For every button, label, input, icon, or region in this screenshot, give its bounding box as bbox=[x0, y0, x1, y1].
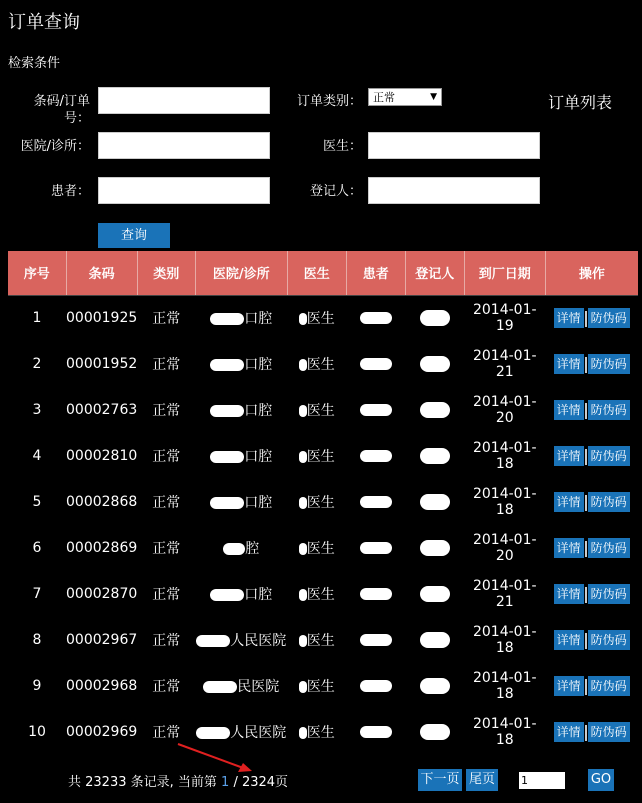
row-no: 9 bbox=[32, 678, 42, 694]
anti-fake-code-button[interactable]: 防伪码 bbox=[588, 400, 630, 420]
row-actions bbox=[545, 571, 638, 617]
row-patient bbox=[346, 387, 405, 433]
page-number-input[interactable]: 1 bbox=[519, 772, 565, 789]
row-hospital bbox=[195, 571, 287, 617]
row-doctor bbox=[287, 663, 346, 709]
redacted-mark bbox=[299, 635, 307, 647]
row-hospital-text: 口腔 bbox=[244, 495, 273, 511]
redacted-mark bbox=[360, 404, 392, 416]
order-table bbox=[8, 251, 638, 755]
row-hospital-text: 口腔 bbox=[244, 403, 273, 419]
anti-fake-code-button[interactable]: 防伪码 bbox=[588, 722, 630, 742]
action-separator bbox=[585, 587, 587, 603]
row-hospital bbox=[195, 341, 287, 387]
page-title: 订单查询 bbox=[8, 12, 80, 33]
row-doctor-text: 医生 bbox=[306, 403, 335, 419]
col-header-date: 到厂日期 bbox=[464, 251, 545, 295]
row-doctor bbox=[287, 341, 346, 387]
row-registrar bbox=[405, 525, 464, 571]
table-row bbox=[8, 479, 638, 525]
table-row bbox=[8, 341, 638, 387]
row-patient bbox=[346, 617, 405, 663]
row-registrar bbox=[405, 479, 464, 525]
hospital-input[interactable] bbox=[98, 132, 270, 159]
redacted-mark bbox=[210, 589, 244, 601]
order-type-value: 正常 bbox=[373, 91, 395, 104]
row-actions bbox=[545, 525, 638, 571]
row-registrar bbox=[405, 571, 464, 617]
row-hospital bbox=[195, 617, 287, 663]
redacted-mark bbox=[299, 405, 307, 417]
row-date: 2014-01-19 bbox=[472, 302, 537, 335]
row-registrar bbox=[405, 663, 464, 709]
row-hospital-text: 民医院 bbox=[237, 679, 280, 695]
row-patient bbox=[346, 663, 405, 709]
action-separator bbox=[585, 725, 587, 741]
row-date: 2014-01-18 bbox=[472, 486, 537, 518]
row-doctor bbox=[287, 433, 346, 479]
redacted-mark bbox=[360, 358, 392, 370]
row-barcode: 00001952 bbox=[66, 356, 138, 372]
row-type: 正常 bbox=[152, 587, 181, 603]
row-type: 正常 bbox=[152, 725, 181, 741]
row-no: 6 bbox=[32, 540, 42, 556]
redacted-mark bbox=[360, 496, 392, 508]
row-date: 2014-01-20 bbox=[472, 394, 537, 426]
row-hospital bbox=[195, 433, 287, 479]
row-barcode: 00002810 bbox=[66, 448, 138, 464]
row-no: 7 bbox=[32, 586, 42, 602]
row-hospital-text: 口腔 bbox=[244, 357, 273, 373]
row-doctor-text: 医生 bbox=[306, 725, 335, 741]
detail-button[interactable]: 详情 bbox=[554, 538, 584, 558]
row-barcode: 00002868 bbox=[66, 494, 138, 510]
row-registrar bbox=[405, 341, 464, 387]
table-row bbox=[8, 571, 638, 617]
row-date: 2014-01-18 bbox=[472, 440, 537, 472]
row-doctor-text: 医生 bbox=[306, 587, 335, 603]
row-patient bbox=[346, 433, 405, 479]
row-date: 2014-01-18 bbox=[472, 670, 537, 702]
detail-button[interactable]: 详情 bbox=[554, 446, 584, 466]
redacted-mark bbox=[210, 497, 244, 509]
anti-fake-code-button[interactable]: 防伪码 bbox=[588, 538, 630, 558]
detail-button[interactable]: 详情 bbox=[554, 354, 584, 374]
last-page-button[interactable]: 尾页 bbox=[466, 769, 498, 791]
row-patient bbox=[346, 479, 405, 525]
redacted-mark bbox=[299, 451, 307, 463]
row-registrar bbox=[405, 433, 464, 479]
redacted-mark bbox=[420, 494, 450, 510]
registrar-input[interactable] bbox=[368, 177, 540, 204]
action-separator bbox=[585, 633, 587, 649]
redacted-mark bbox=[299, 543, 307, 555]
pager-prefix: 共 23233 条记录, 当前第 bbox=[68, 775, 222, 790]
annotation-arrow-icon bbox=[176, 742, 256, 774]
col-header-barcode: 条码 bbox=[66, 251, 137, 295]
anti-fake-code-button[interactable]: 防伪码 bbox=[588, 630, 630, 650]
row-hospital-text: 口腔 bbox=[244, 311, 273, 328]
doctor-label: 医生： bbox=[322, 139, 362, 154]
redacted-mark bbox=[420, 310, 450, 326]
redacted-mark bbox=[420, 724, 450, 740]
row-no: 5 bbox=[32, 494, 42, 510]
row-actions bbox=[545, 433, 638, 479]
row-barcode: 00002969 bbox=[66, 724, 138, 740]
row-hospital-text: 人民医院 bbox=[230, 725, 287, 741]
redacted-mark bbox=[196, 635, 230, 647]
redacted-mark bbox=[420, 632, 450, 648]
row-actions bbox=[545, 663, 638, 709]
row-hospital bbox=[195, 387, 287, 433]
row-doctor bbox=[287, 387, 346, 433]
row-barcode: 00002968 bbox=[66, 678, 138, 694]
row-doctor-text: 医生 bbox=[306, 679, 335, 695]
pager-info bbox=[68, 771, 288, 790]
redacted-mark bbox=[210, 451, 244, 463]
redacted-mark bbox=[299, 497, 307, 509]
row-type: 正常 bbox=[152, 449, 181, 465]
query-button[interactable]: 查询 bbox=[98, 223, 170, 248]
row-no: 4 bbox=[32, 448, 42, 464]
redacted-mark bbox=[420, 586, 450, 602]
col-header-no: 序号 bbox=[8, 251, 66, 295]
anti-fake-code-button[interactable]: 防伪码 bbox=[588, 446, 630, 466]
order-list-title: 订单列表 bbox=[548, 93, 613, 112]
row-type: 正常 bbox=[152, 541, 181, 557]
row-doctor-text: 医生 bbox=[306, 449, 335, 465]
registrar-label: 登记人： bbox=[309, 184, 362, 199]
row-type: 正常 bbox=[152, 633, 181, 649]
redacted-mark bbox=[299, 313, 307, 325]
row-doctor bbox=[287, 295, 346, 341]
redacted-mark bbox=[210, 405, 244, 417]
anti-fake-code-button[interactable]: 防伪码 bbox=[588, 354, 630, 374]
row-actions bbox=[545, 295, 638, 341]
row-barcode: 00002870 bbox=[66, 586, 138, 602]
row-doctor bbox=[287, 571, 346, 617]
row-doctor-text: 医生 bbox=[306, 311, 335, 328]
table-row bbox=[8, 387, 638, 433]
row-actions bbox=[545, 387, 638, 433]
detail-button[interactable]: 详情 bbox=[554, 400, 584, 420]
redacted-mark bbox=[360, 634, 392, 646]
row-doctor-text: 医生 bbox=[306, 633, 335, 649]
row-patient bbox=[346, 525, 405, 571]
row-patient bbox=[346, 295, 405, 341]
row-hospital-text: 人民医院 bbox=[230, 633, 287, 649]
redacted-mark bbox=[299, 359, 307, 371]
row-type: 正常 bbox=[152, 495, 181, 511]
row-registrar bbox=[405, 617, 464, 663]
row-doctor-text: 医生 bbox=[306, 357, 335, 373]
action-separator bbox=[585, 679, 587, 695]
table-row bbox=[8, 663, 638, 709]
row-date: 2014-01-20 bbox=[472, 532, 537, 564]
col-header-actions: 操作 bbox=[545, 251, 638, 295]
detail-button[interactable]: 详情 bbox=[554, 308, 584, 328]
pager-current-page: 1 bbox=[221, 775, 230, 790]
row-date: 2014-01-18 bbox=[472, 716, 537, 748]
row-doctor bbox=[287, 709, 346, 755]
table-row bbox=[8, 617, 638, 663]
row-date: 2014-01-21 bbox=[472, 348, 537, 380]
redacted-mark bbox=[360, 542, 392, 554]
row-hospital-text: 口腔 bbox=[244, 449, 273, 465]
row-registrar bbox=[405, 387, 464, 433]
pager-suffix: / 2324页 bbox=[229, 775, 289, 790]
action-separator bbox=[585, 449, 587, 465]
patient-input[interactable] bbox=[98, 177, 270, 204]
redacted-mark bbox=[203, 681, 237, 693]
action-separator bbox=[585, 403, 587, 419]
barcode-input[interactable] bbox=[98, 87, 270, 114]
row-actions bbox=[545, 709, 638, 755]
row-type: 正常 bbox=[152, 403, 181, 419]
barcode-label: 条码/订单号： bbox=[33, 94, 90, 126]
row-date: 2014-01-21 bbox=[472, 578, 537, 610]
row-doctor bbox=[287, 617, 346, 663]
row-barcode: 00001925 bbox=[66, 310, 138, 327]
row-doctor-text: 医生 bbox=[306, 541, 335, 557]
anti-fake-code-button[interactable]: 防伪码 bbox=[588, 676, 630, 696]
col-header-doctor: 医生 bbox=[287, 251, 346, 295]
row-actions bbox=[545, 341, 638, 387]
row-no: 10 bbox=[28, 724, 46, 740]
row-type: 正常 bbox=[152, 311, 181, 328]
redacted-mark bbox=[210, 313, 244, 325]
redacted-mark bbox=[210, 359, 244, 371]
col-header-registrar: 登记人 bbox=[405, 251, 464, 295]
redacted-mark bbox=[360, 450, 392, 462]
redacted-mark bbox=[360, 312, 392, 324]
redacted-mark bbox=[420, 356, 450, 372]
anti-fake-code-button[interactable]: 防伪码 bbox=[588, 308, 630, 328]
search-section-title: 检索条件 bbox=[8, 56, 61, 71]
redacted-mark bbox=[299, 727, 307, 739]
row-doctor bbox=[287, 479, 346, 525]
row-hospital bbox=[195, 663, 287, 709]
redacted-mark bbox=[299, 681, 307, 693]
col-header-hospital: 医院/诊所 bbox=[195, 251, 287, 295]
row-type: 正常 bbox=[152, 357, 181, 373]
doctor-input[interactable] bbox=[368, 132, 540, 159]
dropdown-arrow-icon: ▼ bbox=[430, 92, 437, 102]
row-barcode: 00002763 bbox=[66, 402, 138, 418]
row-barcode: 00002967 bbox=[66, 632, 138, 648]
redacted-mark bbox=[196, 727, 230, 739]
redacted-mark bbox=[420, 678, 450, 694]
detail-button[interactable]: 详情 bbox=[554, 630, 584, 650]
row-type: 正常 bbox=[152, 679, 181, 695]
redacted-mark bbox=[360, 588, 392, 600]
order-type-select[interactable] bbox=[368, 88, 442, 106]
detail-button[interactable]: 详情 bbox=[554, 722, 584, 742]
row-actions bbox=[545, 479, 638, 525]
row-doctor bbox=[287, 525, 346, 571]
action-separator bbox=[585, 495, 587, 511]
anti-fake-code-button[interactable]: 防伪码 bbox=[588, 492, 630, 512]
anti-fake-code-button[interactable]: 防伪码 bbox=[588, 584, 630, 604]
table-row bbox=[8, 525, 638, 571]
hospital-label: 医院/诊所： bbox=[20, 139, 90, 154]
row-hospital bbox=[195, 479, 287, 525]
redacted-mark bbox=[420, 448, 450, 464]
redacted-mark bbox=[420, 402, 450, 418]
row-hospital-text: 腔 bbox=[245, 541, 260, 557]
row-no: 8 bbox=[32, 632, 42, 648]
row-registrar bbox=[405, 709, 464, 755]
row-patient bbox=[346, 571, 405, 617]
redacted-mark bbox=[223, 543, 245, 555]
col-header-patient: 患者 bbox=[346, 251, 405, 295]
row-registrar bbox=[405, 295, 464, 341]
order-type-label: 订单类别： bbox=[296, 94, 362, 109]
detail-button[interactable]: 详情 bbox=[554, 492, 584, 512]
redacted-mark bbox=[299, 589, 307, 601]
next-page-button[interactable]: 下一页 bbox=[418, 769, 462, 791]
row-hospital bbox=[195, 525, 287, 571]
action-separator bbox=[585, 541, 587, 557]
action-separator bbox=[585, 311, 587, 327]
go-button[interactable]: GO bbox=[588, 769, 614, 791]
row-no: 3 bbox=[32, 402, 42, 418]
col-header-type: 类别 bbox=[137, 251, 195, 295]
table-row bbox=[8, 295, 638, 341]
table-row bbox=[8, 709, 638, 755]
redacted-mark bbox=[420, 540, 450, 556]
row-hospital bbox=[195, 295, 287, 341]
row-barcode: 00002869 bbox=[66, 540, 138, 556]
row-no: 1 bbox=[32, 310, 42, 327]
table-header-row bbox=[8, 251, 638, 295]
redacted-mark bbox=[360, 726, 392, 738]
row-date: 2014-01-18 bbox=[472, 624, 537, 656]
row-patient bbox=[346, 709, 405, 755]
detail-button[interactable]: 详情 bbox=[554, 584, 584, 604]
row-actions bbox=[545, 617, 638, 663]
patient-label: 患者： bbox=[50, 184, 90, 199]
row-patient bbox=[346, 341, 405, 387]
table-row bbox=[8, 433, 638, 479]
row-no: 2 bbox=[32, 356, 42, 372]
row-doctor-text: 医生 bbox=[306, 495, 335, 511]
row-hospital-text: 口腔 bbox=[244, 587, 273, 603]
detail-button[interactable]: 详情 bbox=[554, 676, 584, 696]
redacted-mark bbox=[360, 680, 392, 692]
action-separator bbox=[585, 357, 587, 373]
